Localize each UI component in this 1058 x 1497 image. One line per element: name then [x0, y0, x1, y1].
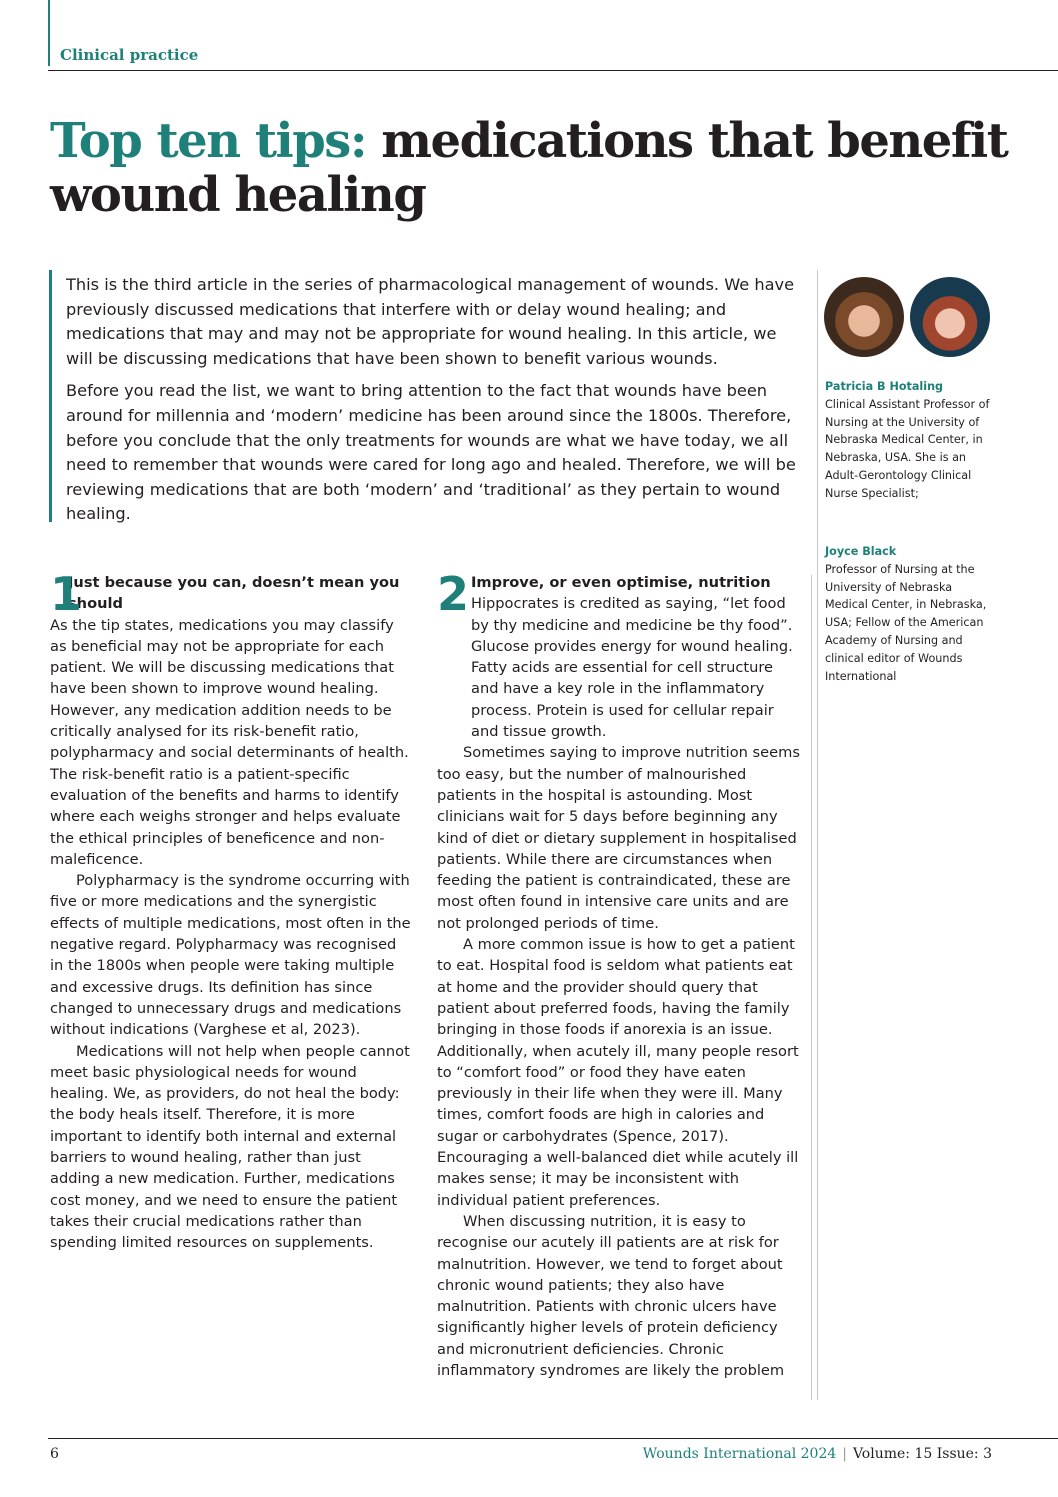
page-number: 6 [50, 1446, 59, 1462]
body-paragraph: When discussing nutrition, it is easy to recognise our acutely ill patients are at risk for malnutrition. However, we tend to forget about chronic wound patients; they also have malnutrition. Patients with chronic ulcers have significantly higher levels of protein deficiency and micronutrient deficiencies. Chronic inflammatory syndromes are likely the problem [437, 1212, 785, 1379]
title-highlight: Top ten tips: [50, 113, 367, 169]
author-block [825, 378, 997, 503]
tip-1-column [50, 567, 412, 1254]
sidebar-rule [817, 270, 818, 1400]
author-block [825, 543, 997, 685]
author-photo-black [910, 277, 990, 357]
author-name: Joyce Black [825, 545, 897, 558]
intro-paragraph: This is the third article in the series of pharmacological management of wounds. We have previously discussed medications that interfere with or delay wound healing; and medications that may and may not be appropriate for wound healing. In this article, we will be discussing medications that have been shown to benefit various wounds. [66, 275, 795, 368]
tip-heading [50, 567, 412, 621]
title-rest: medications that benefit wound healing [50, 113, 1008, 223]
footer-journal: Wounds International 2024 [642, 1446, 837, 1462]
footer-citation [643, 1446, 992, 1462]
body-paragraph: A more common issue is how to get a patient to eat. Hospital food is seldom what patients eat at home and the provider should query that patient about preferred foods, having the family bringing in those foods if anorexia is an issue. Additionally, when acutely ill, many people resort to “comfort food” or food they have eaten previously in their life when they were ill. Many times, comfort foods are high in calories and sugar or carbohydrates (Spence, 2017). Encouraging a well-balanced diet while acutely ill makes sense; it may be inconsistent with individual patient preferences. [437, 936, 799, 1209]
author-photo-hotaling [824, 277, 904, 357]
body-paragraph: Polypharmacy is the syndrome occurring with five or more medications and the synergistic effects of multiple medications, most often in the negative regard. Polypharmacy was recognised in the 1800s when people were taking multiple and excessive drugs. Its definition has since changed to unnecessary drugs and medications without indications (Varghese et al, 2023). [50, 872, 411, 1039]
column-rule [811, 575, 812, 1400]
tip-title: Just because you can, doesn’t mean you should [68, 574, 400, 613]
article-title [50, 114, 1010, 222]
header-rule [48, 70, 1058, 71]
author-name: Patricia B Hotaling [825, 380, 944, 393]
tip-number: 2 [437, 567, 468, 621]
author-bio: Professor of Nursing at the University of Nebraska Medical Center, in Nebraska, USA; Fellow of the American Academy of Nursing and clinical editor of Wounds International [825, 562, 987, 683]
body-paragraph: Medications will not help when people cannot meet basic physiological needs for wound healing. We, as providers, do not heal the body: the body heals itself. Therefore, it is more important to identify both internal and external barriers to wound healing, rather than just adding a new medication. Further, medications cost money, and we need to ensure the patient takes their crucial medications rather than spending limited resources on supplements. [50, 1042, 410, 1252]
intro-paragraph: Before you read the list, we want to bring attention to the fact that wounds have been around for millennia and ‘modern’ medicine has been around since the 1800s. Therefore, before you conclude that the only treatments for wounds are what we have today, we all need to remember that wounds were cared for long ago and healed. Therefore, we will be reviewing medications that are both ‘modern’ and ‘traditional’ as they pertain to wound healing. [66, 381, 796, 524]
tip-number: 1 [50, 567, 81, 621]
header-accent-bar [48, 0, 50, 66]
author-bio: Clinical Assistant Professor of Nursing at the University of Nebraska Medical Center, in Nebraska, USA. She is an Adult-Gerontology Clinical Nurse Specialist; [825, 397, 990, 500]
tip-2-column [437, 567, 801, 1381]
footer-rule [48, 1438, 1058, 1439]
section-label: Clinical practice [60, 46, 199, 64]
intro-accent-bar [49, 270, 52, 522]
body-lead: Hippocrates is credited as saying, “let food by thy medicine and medicine be thy food”. Glucose provides energy for wound healing. Fatty acids are essential for cell structure and have a key role in the inflammatory process. Protein is used for cellular repair and tissue growth. [471, 595, 793, 741]
tip-title: Improve, or even optimise, nutrition [471, 574, 771, 591]
tip-heading [437, 567, 801, 742]
body-paragraph: As the tip states, medications you may classify as beneficial may not be appropriate for each patient. We will be discussing medications that have been shown to improve wound healing. However, any medication addition needs to be critically analysed for its risk-benefit ratio, polypharmacy and social determinants of health. The risk-benefit ratio is a patient-specific evaluation of the benefits and harms to identify where each weighs stronger and helps evaluate the ethical principles of beneficence and non-maleficence. [50, 616, 409, 868]
intro-standfirst [66, 273, 802, 535]
body-paragraph: Sometimes saying to improve nutrition seems too easy, but the number of malnourished patients in the hospital is astounding. Most clinicians wait for 5 days before beginning any kind of diet or dietary supplement in hospitalised patients. While there are circumstances when feeding the patient is contraindicated, these are most often found in intensive care units and are not prolonged periods of time. [437, 744, 800, 932]
footer-issue: Volume: 15 Issue: 3 [852, 1446, 992, 1462]
footer-separator: | [842, 1446, 847, 1462]
